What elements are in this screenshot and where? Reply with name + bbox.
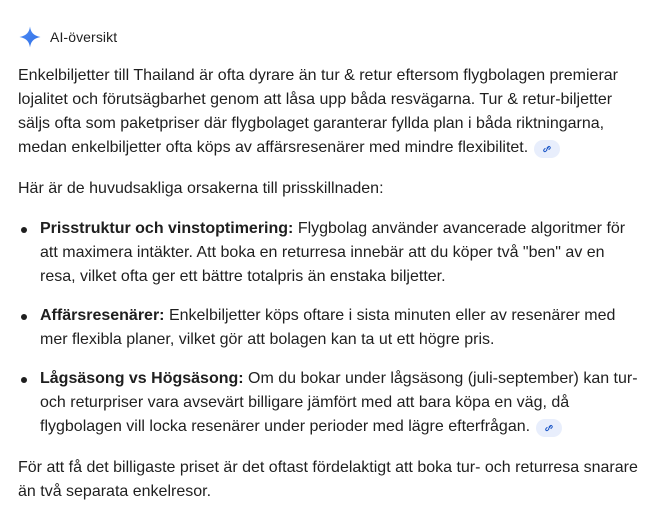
- source-link-button[interactable]: [534, 140, 560, 158]
- summary-text: Enkelbiljetter till Thailand är ofta dyrare än tur & retur eftersom flygbolagen premierar lojalitet och förutsägbarhet genom att låsa upp båda resvägarna. Tur & retur-biljetter säljs ofta som paketpriser där flygbolaget garanterar fyllda plan i båda riktningarna, medan enkelbiljetter ofta köps av affärsresenärer med mindre flexibilitet.: [18, 67, 618, 156]
- reason-text: Flygbolag använder avancerade algoritmer för att maximera intäkter. Att boka en returresa innebär att du köper två "ben" av en resa, vilket ofta ger ett bättre totalpris än enstaka biljetter.: [40, 220, 626, 285]
- reason-text: Om du bokar under lågsäsong (juli-september) kan tur- och returpriser vara avsevärt billigare jämfört med att bara köpa en väg, då flygbolagen vill locka resenärer under perioder med lägre efterfrågan.: [40, 370, 638, 435]
- link-icon: [541, 143, 553, 155]
- ai-overview-header: [18, 24, 117, 50]
- list-item: [40, 217, 643, 289]
- reason-term: Prisstruktur och vinstoptimering:: [40, 220, 294, 237]
- reason-term: Affärsresenärer:: [40, 307, 165, 324]
- conclusion-paragraph: För att få det billigaste priset är det oftast fördelaktigt att boka tur- och returresa snarare än två separata enkelresor.: [18, 459, 638, 500]
- bullet-dot: [21, 377, 27, 383]
- reason-text: Enkelbiljetter köps oftare i sista minuten eller av resenärer med mer flexibla planer, vilket gör att bolagen kan ta ut ett högre pris.: [40, 307, 616, 348]
- reason-term: Lågsäsong vs Högsäsong:: [40, 370, 244, 387]
- intro-paragraph: Här är de huvudsakliga orsakerna till prisskillnaden:: [18, 180, 384, 197]
- summary-paragraph: [18, 64, 643, 160]
- ai-overview-title: AI-översikt: [50, 29, 118, 45]
- sparkle-icon: [18, 25, 42, 49]
- link-icon: [543, 422, 555, 434]
- bullet-dot: [21, 227, 27, 233]
- bullet-dot: [21, 314, 27, 320]
- source-link-button[interactable]: [536, 419, 562, 437]
- reasons-list: [18, 217, 643, 439]
- ai-overview-content: [18, 64, 643, 504]
- list-item: [40, 367, 643, 439]
- list-item: [40, 304, 643, 352]
